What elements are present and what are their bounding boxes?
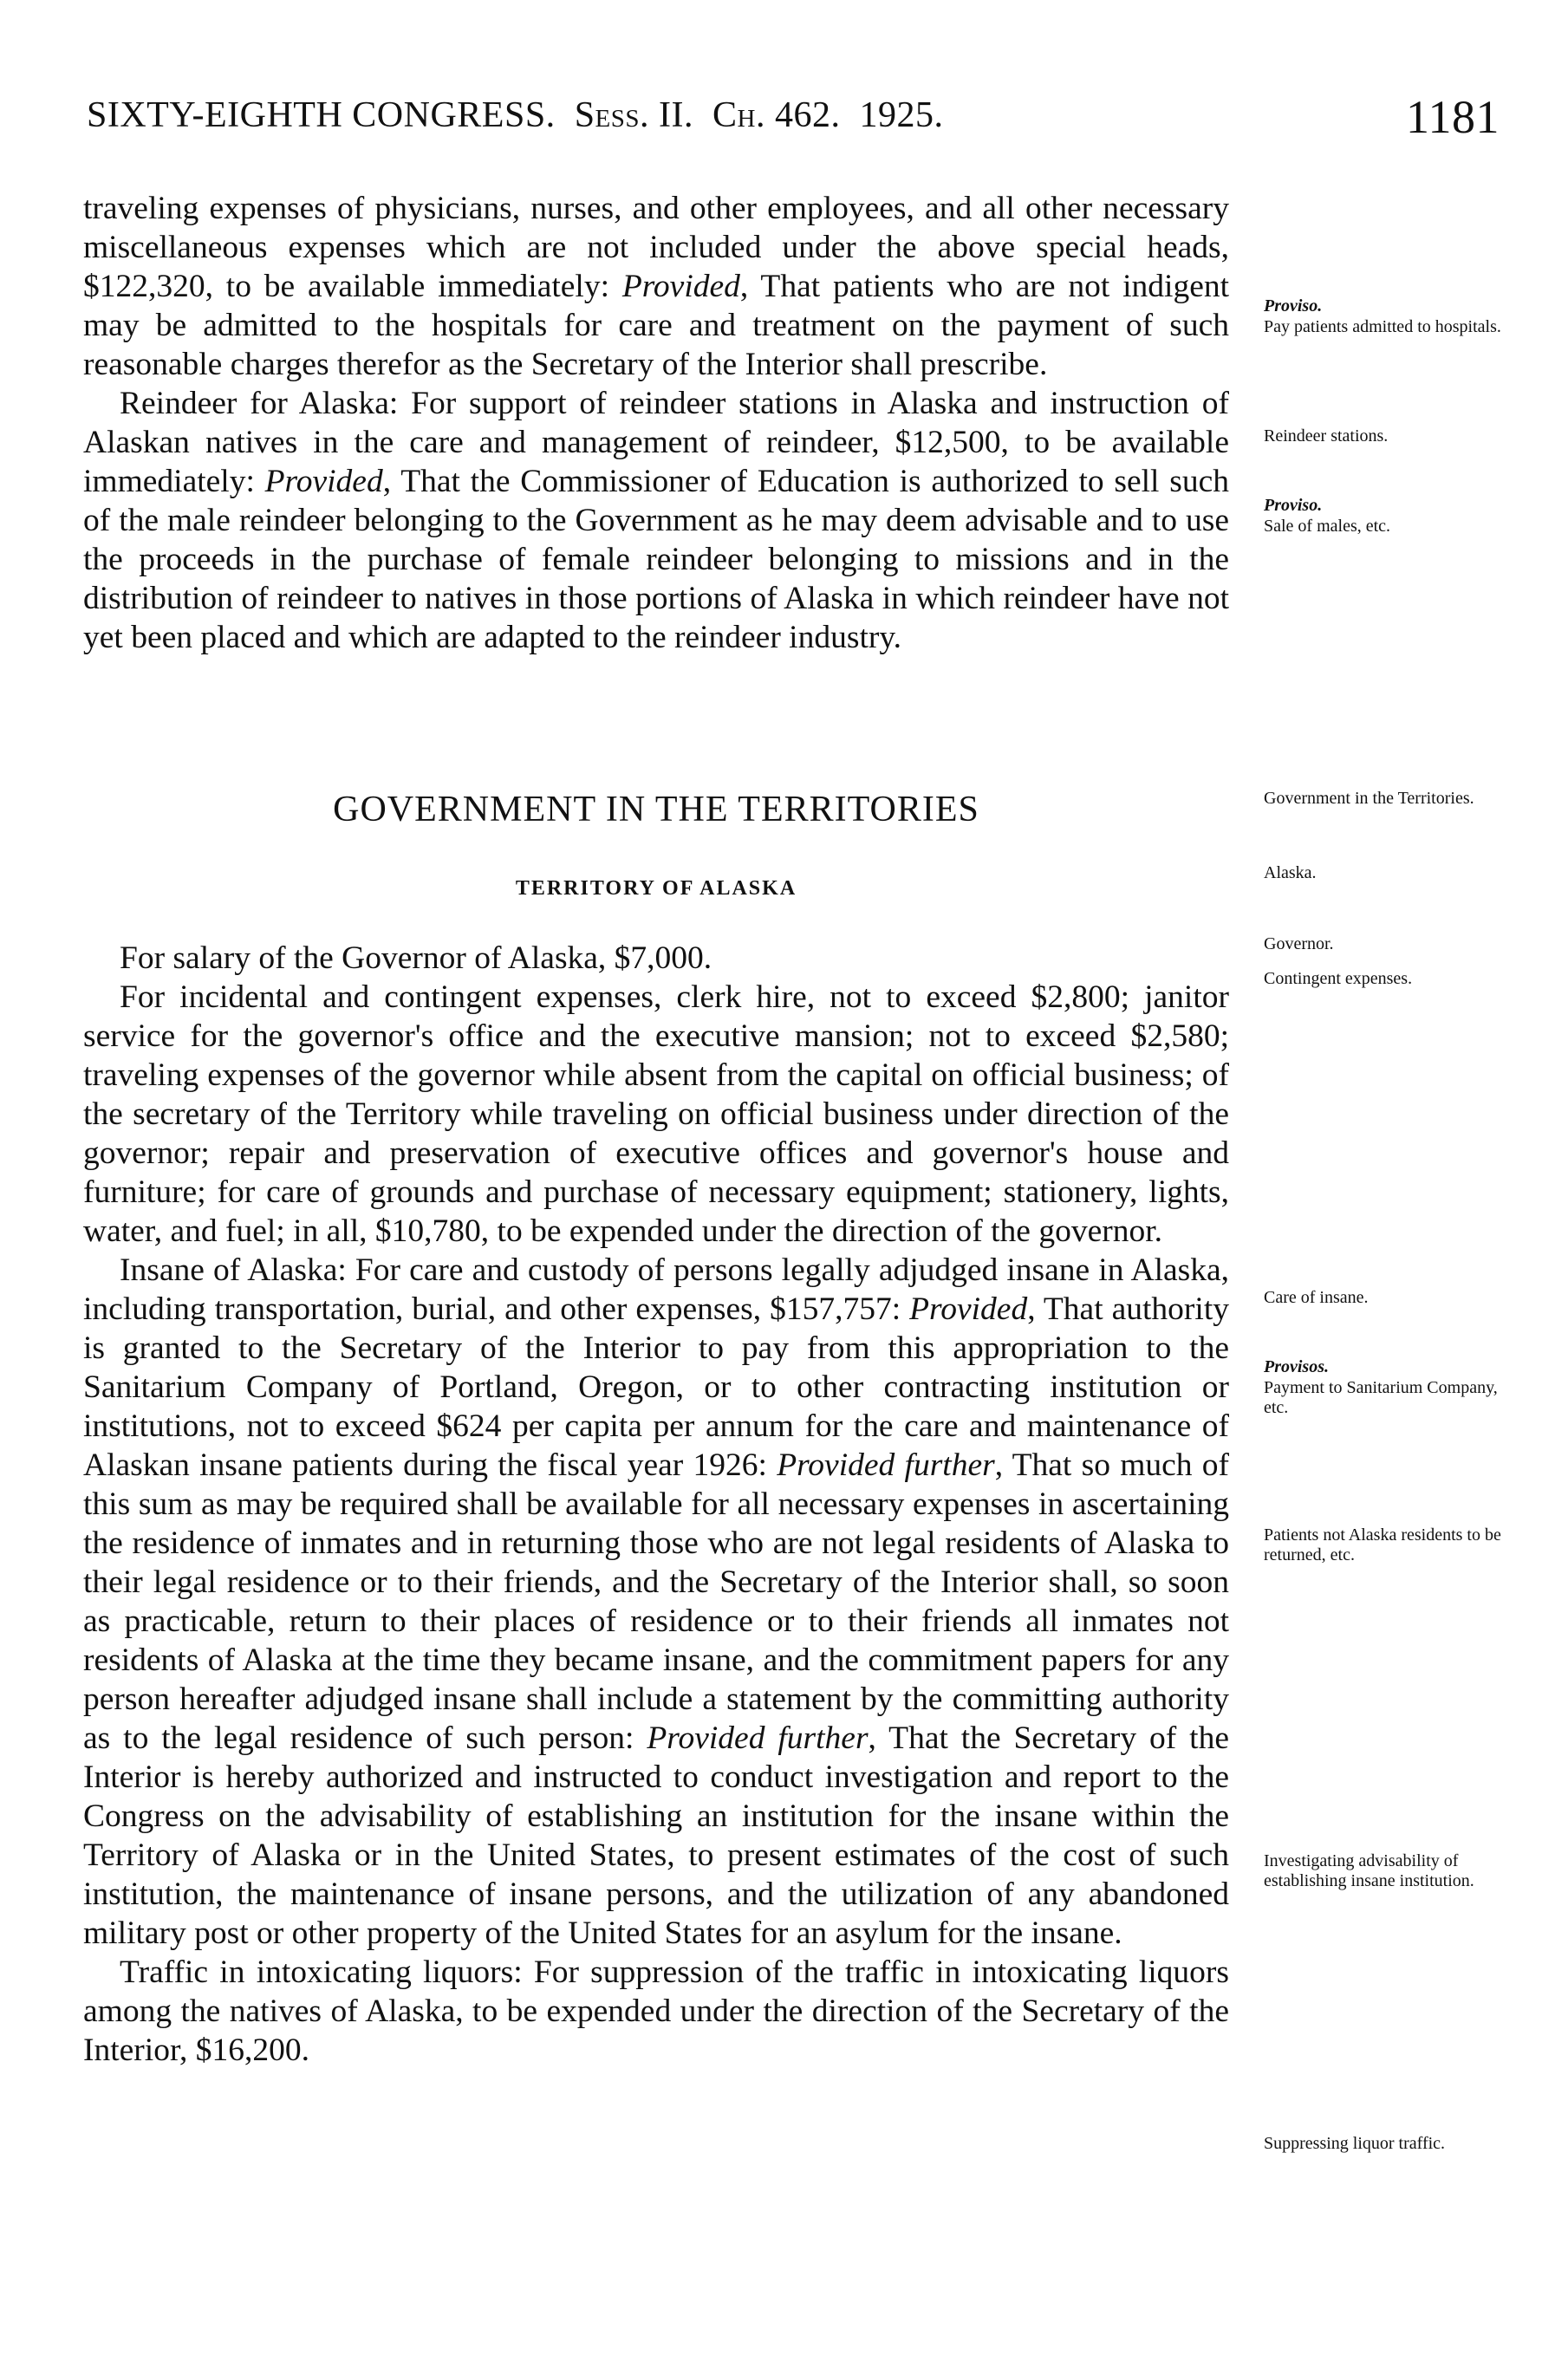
margin-note-contingent-expenses: Contingent expenses. — [1264, 969, 1413, 988]
paragraph-reindeer: Reindeer for Alaska: For support of reindeer stations in Alaska and instruction of Alaskan natives in the care and management of reindeer, $12,500, to be available immediately: Provided, That the Commissioner of Education is authorized to sell such of the male reindeer belonging to the Government as he may deem advisable and to use the proceeds in the purchase of female reindeer belonging to missions and in the distribution of reindeer to natives in those portions of Alaska in which reindeer have not yet been placed and which are adapted to the reindeer industry. — [83, 386, 1229, 655]
running-header — [87, 91, 1500, 143]
text-block-1 — [83, 189, 1229, 657]
margin-note-reindeer-stations: Reindeer stations. — [1264, 426, 1389, 446]
section-heading: GOVERNMENT IN THE TERRITORIES — [333, 790, 979, 829]
margin-note-sale-of-males: Sale of males, etc. — [1264, 517, 1391, 536]
paragraph-governor-salary: For salary of the Governor of Alaska, $7,000. — [120, 940, 712, 976]
paragraph-liquor-traffic: Traffic in intoxicating liquors: For suppression of the traffic in intoxicating liquors among the natives of Alaska, to be expended under the direction of the Secretary of the Interior, $16,200. — [83, 1954, 1229, 2068]
page-number: 1181 — [1406, 91, 1500, 143]
provided-italic: Provided — [909, 1291, 1028, 1327]
margin-note-investigating: Investigating advisability of establishing insane institution. — [1264, 1851, 1474, 1890]
margin-note-suppressing-liquor: Suppressing liquor traffic. — [1264, 2134, 1446, 2153]
margin-note-care-of-insane: Care of insane. — [1264, 1288, 1369, 1307]
paragraph-insane: Insane of Alaska: For care and custody of persons legally adjudged insane in Alaska, including transportation, burial, and other expenses, $157,757: Provided, That authority is granted to the Secretary of the Interior to pay from this appropriation to the Sanitarium Company of Portland, Oregon, or to other contracting institution or institutions, not to exceed $624 per capita per annum for the care and maintenance of Alaskan insane patients during the fiscal year 1926: Provided further, That so much of this sum as may be required shall be available for all necessary expenses in ascertaining the residence of inmates and in returning those who are not legal residents of Alaska to their legal residence or to their friends, and the Secretary of the Interior shall, so soon as practicable, return to their places of residence or to their friends all inmates not residents of Alaska at the time they became insane, and the commitment papers for any person hereafter adjudged insane shall include a statement by the committing authority as to the legal residence of such person: Provided further, That the Secretary of the Interior is hereby authorized and instructed to conduct investigation and report to the Congress on the advisability of establishing an institution for the insane within the Territory of Alaska or in the United States, to present estimates of the cost of such institution, the maintenance of insane persons, and the utilization of any abandoned military post or other property of the United States for an asylum for the insane. — [83, 1252, 1230, 1951]
paragraph-hospital-expenses: traveling expenses of physicians, nurses, and other employees, and all other necessary miscellaneous expenses which are not included under the above special heads, $122,320, to be available immediately: Provided, That patients who are not indigent may be admitted to the hospitals for care and treatment on the payment of such reasonable charges therefor as the Secretary of the Interior shall prescribe. — [83, 191, 1230, 382]
provided-further-italic: Provided further — [777, 1447, 995, 1483]
margin-note-pay-patients: Pay patients admitted to hospitals. — [1264, 317, 1501, 336]
provided-italic: Provided — [621, 269, 740, 304]
provided-italic: Provided — [264, 464, 383, 499]
provided-further-italic: Provided further — [647, 1720, 869, 1756]
margin-note-proviso: Proviso. — [1264, 496, 1323, 515]
margin-note-payment-sanitarium: Payment to Sanitarium Company, etc. — [1264, 1378, 1498, 1417]
margin-note-governor: Governor. — [1264, 934, 1334, 953]
margin-note-alaska: Alaska. — [1264, 863, 1317, 882]
congress-title: SIXTY-EIGHTH CONGRESS. — [87, 95, 556, 135]
paragraph-contingent-expenses: For incidental and contingent expenses, clerk hire, not to exceed $2,800; janitor service for the governor's office and the executive mansion; not to exceed $2,580; traveling expenses of the governor while absent from the capital on official business; of the secretary of the Territory while traveling on official business under direction of the governor; repair and preservation of executive offices and governor's house and furniture; for care of grounds and purchase of necessary equipment; stationery, lights, water, and fuel; in all, $10,780, to be expended under the direction of the governor. — [83, 979, 1229, 1249]
session-label: Sess. II. — [574, 95, 693, 135]
text-block-2 — [83, 939, 1229, 2070]
margin-note-proviso: Proviso. — [1264, 296, 1323, 315]
margin-note-government-territories: Government in the Territories. — [1264, 789, 1474, 808]
year-label: 1925. — [859, 95, 944, 135]
margin-note-provisos: Provisos. — [1264, 1357, 1329, 1376]
chapter-label: Ch. 462. — [712, 95, 841, 135]
subsection-heading: TERRITORY OF ALASKA — [515, 877, 797, 900]
margin-note-patients-not-residents: Patients not Alaska residents to be returned, etc. — [1264, 1525, 1501, 1564]
